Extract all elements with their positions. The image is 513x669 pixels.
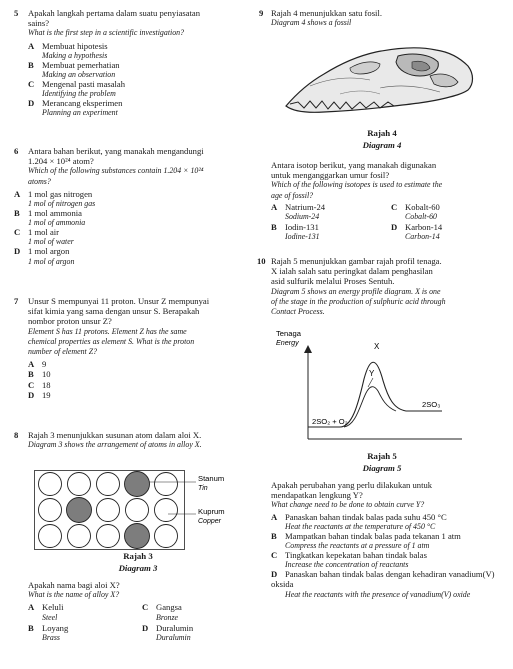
option-c[interactable] (28, 380, 250, 390)
option-letter: B (14, 208, 20, 219)
option-letter: A (271, 201, 278, 212)
option-c[interactable] (142, 602, 250, 621)
question-text: Apakah nama bagi aloi X? (28, 580, 120, 590)
option-text: Loyang (42, 622, 69, 633)
question-number: 7 (14, 296, 19, 306)
option-text: Mampatkan bahan tindak balas pada tekanan 1 atm (285, 530, 461, 541)
option-letter: B (271, 530, 277, 541)
option-b[interactable] (28, 60, 246, 79)
option-text-en: 1 mol of water (28, 237, 74, 247)
option-text: Panaskan bahan tindak balas dengan kehadiran vanadium(V) oksida (271, 569, 495, 590)
option-text-en: Sodium-24 (285, 212, 320, 222)
option-text-en: Steel (42, 612, 58, 622)
copper-atom (68, 525, 91, 548)
diagram-3-alloy (34, 470, 254, 550)
option-text-en: Making a hypothesis (42, 50, 108, 60)
question-number: 9 (259, 8, 264, 18)
copper-atom (126, 499, 149, 522)
curve-y (344, 387, 396, 427)
option-text: Kobalt-60 (405, 201, 440, 212)
option-text: Natrium-24 (285, 201, 326, 212)
option-letter: A (28, 602, 35, 613)
label-product: 2SO₃ (422, 400, 441, 409)
option-letter: D (28, 98, 35, 109)
copper-atom (39, 473, 62, 496)
option-letter: D (28, 389, 35, 400)
question-text-en: of the stage in the production of sulphuric acid through (271, 296, 446, 306)
option-text-en: 1 mol of ammonia (28, 218, 86, 228)
option-a[interactable] (28, 41, 246, 60)
question-text-en: What is the name of alloy X? (28, 590, 120, 600)
tin-atom (125, 472, 150, 497)
option-text-en: Making an observation (42, 70, 116, 80)
label-stanum: Stanum (198, 474, 225, 483)
question-text: Rajah 3 menunjukkan susunan atom dalam aloi X. (28, 430, 202, 440)
question-text: Rajah 5 menunjukkan gambar rajah profil tenaga. (271, 256, 442, 266)
question-number: 10 (257, 256, 266, 266)
diagram-5-caption-en: Diagram 5 (362, 463, 402, 473)
option-text-en: 1 mol of nitrogen gas (28, 199, 96, 209)
option-text-en: Carbon-14 (405, 232, 440, 242)
question-text-en: Diagram 3 shows the arrangement of atoms in alloy X. (28, 440, 202, 450)
copper-atom (68, 473, 91, 496)
option-text-en: Heat the reactants with the presence of vanadium(V) oxide (285, 589, 471, 599)
question-text: Apakah langkah pertama dalam suatu penyiasatan (28, 8, 201, 18)
question-number: 6 (14, 146, 19, 156)
copper-atom (155, 473, 178, 496)
question-text: nombor proton unsur Z? (28, 316, 112, 327)
option-text: 1 mol air (28, 227, 60, 238)
option-letter: A (271, 511, 278, 522)
label-x: X (374, 342, 380, 351)
question-text-en: number of element Z? (28, 347, 98, 357)
question-text: Unsur S mempunyai 11 proton. Unsur Z mempunyai (28, 296, 210, 306)
label-reactants: 2SO₂ + O₂ (312, 417, 348, 426)
copper-atom (97, 525, 120, 548)
atom-lattice (39, 472, 178, 549)
option-text-en: Planning an experiment (42, 108, 118, 118)
question-5 (14, 8, 246, 117)
question-text: Rajah 4 menunjukkan satu fosil. (271, 8, 382, 18)
question-9-ask (271, 160, 505, 241)
option-letter: C (271, 550, 278, 561)
option-text: Iodin-131 (285, 222, 319, 233)
question-text: sifat kimia yang sama dengan unsur S. Berapakah (28, 306, 200, 317)
option-text-en: Iodine-131 (285, 232, 320, 242)
option-text-en: Brass (42, 632, 60, 642)
option-d[interactable] (271, 569, 507, 598)
option-letter: C (28, 379, 35, 390)
question-text: X ialah salah satu peringkat dalam penghasilan (271, 266, 433, 277)
option-letter: D (14, 246, 21, 257)
option-letter: B (28, 59, 34, 70)
question-number: 5 (14, 8, 19, 18)
option-a[interactable] (271, 512, 507, 531)
option-text: Membuat hipotesis (42, 40, 108, 51)
copper-atom (39, 525, 62, 548)
option-d[interactable] (28, 98, 246, 117)
option-text: 1 mol argon (28, 246, 70, 257)
option-b[interactable] (28, 623, 136, 642)
question-9 (259, 8, 504, 28)
option-d[interactable] (142, 623, 250, 642)
question-text-en: Which of the following substances contain 1.204 × 10²⁴ (28, 166, 204, 176)
option-text: Karbon-14 (405, 222, 443, 233)
question-6 (14, 146, 246, 266)
option-c[interactable] (28, 79, 246, 98)
option-text: 1 mol ammonia (28, 208, 82, 219)
option-a[interactable] (271, 202, 385, 221)
option-letter: B (28, 369, 34, 380)
option-text: 9 (42, 359, 47, 370)
option-text: Membuat pemerhatian (42, 59, 120, 70)
option-d[interactable] (28, 390, 250, 400)
question-text-en: Element S has 11 protons. Element Z has the same (28, 326, 187, 336)
option-letter: A (28, 359, 35, 370)
pointer-line (368, 378, 373, 387)
option-b[interactable] (14, 208, 246, 227)
tin-atom (125, 524, 150, 549)
option-text: Panaskan bahan tindak balas pada suhu 450 °C (285, 511, 447, 522)
option-text: Mengenal pasti masalah (42, 79, 126, 90)
copper-atom (97, 473, 120, 496)
copper-atom (97, 499, 120, 522)
option-d[interactable] (391, 222, 505, 241)
label-tin: Tin (198, 485, 208, 492)
option-text: Merancang eksperimen (42, 98, 123, 109)
question-text-en: Diagram 4 shows a fossil (271, 18, 352, 28)
fossil-skull-illustration (280, 38, 480, 122)
diagram-4-caption-en: Diagram 4 (362, 140, 402, 150)
question-10 (257, 256, 506, 317)
option-b[interactable] (28, 369, 250, 379)
copper-atom (39, 499, 62, 522)
option-c[interactable] (271, 550, 507, 569)
question-text: mendapatkan lengkung Y? (271, 490, 363, 501)
question-text-en: Contact Process. (271, 307, 325, 317)
option-a[interactable] (28, 602, 136, 621)
option-a[interactable] (28, 359, 250, 369)
option-letter: B (271, 222, 277, 233)
option-text: 19 (42, 389, 51, 400)
option-letter: D (142, 622, 149, 633)
copper-atom (155, 499, 178, 522)
option-text-en: Compress the reactants at a pressure of 1 atm (285, 541, 430, 551)
option-text: Keluli (42, 602, 64, 613)
question-8 (14, 430, 250, 450)
question-text-en: Diagram 5 shows an energy profile diagram. X is one (271, 286, 441, 296)
question-10-ask (271, 480, 507, 599)
diagram-3-caption-en: Diagram 3 (118, 563, 158, 573)
option-b[interactable] (271, 531, 507, 550)
question-8-ask (28, 580, 250, 642)
diagram-5-caption: Rajah 5 (367, 451, 397, 461)
tin-atom (67, 498, 92, 523)
label-kuprum: Kuprum (198, 507, 225, 516)
question-text-en: atoms? (28, 176, 51, 186)
option-text: Duralumin (156, 622, 194, 633)
option-text: 10 (42, 369, 51, 380)
option-text-en: Duralumin (156, 632, 191, 642)
option-text-en: 1 mol of argon (28, 256, 75, 266)
option-letter: D (271, 569, 278, 580)
question-text: untuk menganggarkan umur fosil? (271, 170, 390, 181)
question-text: asid sulfurik melalui Proses Sentuh. (271, 276, 395, 287)
label-y: Y (369, 369, 375, 378)
question-text: 1.204 × 10²⁴ atom? (28, 156, 94, 167)
axis-label-tenaga: Tenaga (276, 329, 301, 338)
copper-atom (155, 525, 178, 548)
label-copper: Copper (198, 518, 221, 525)
option-letter: A (28, 40, 35, 51)
option-text-en: Heat the reactants at the temperature of 450 °C (285, 521, 436, 531)
question-text: Antara isotop berikut, yang manakah digunakan (271, 160, 437, 170)
axis-label-energy: Energy (276, 338, 299, 347)
option-b[interactable] (271, 222, 385, 241)
question-text-en: What change need to be done to obtain curve Y? (271, 500, 425, 510)
option-letter: C (14, 227, 21, 238)
question-text-en: chemical properties as element S. What is the proton (28, 336, 195, 346)
option-letter: C (142, 602, 149, 613)
option-text: Tingkatkan kepekatan bahan tindak balas (285, 550, 427, 561)
option-c[interactable] (391, 202, 505, 221)
option-letter: B (28, 622, 34, 633)
energy-profile-diagram (272, 327, 496, 445)
option-c[interactable] (14, 227, 246, 246)
option-text: 18 (42, 379, 51, 390)
option-text-en: Increase the concentration of reactants (285, 560, 409, 570)
question-7 (14, 296, 250, 400)
option-letter: D (391, 222, 398, 233)
option-d[interactable] (14, 246, 246, 265)
option-letter: C (391, 201, 398, 212)
question-text-en: What is the first step in a scientific investigation? (28, 28, 185, 38)
axis-arrowhead (304, 345, 312, 353)
option-text-en: Cobalt-60 (405, 212, 438, 222)
option-text: Gangsa (156, 602, 182, 613)
question-text: sains? (28, 18, 50, 29)
option-letter: A (14, 188, 21, 199)
question-text-en: age of fossil? (271, 190, 314, 200)
question-text: Apakah perubahan yang perlu dilakukan untuk (271, 480, 433, 490)
option-text: 1 mol gas nitrogen (28, 188, 93, 199)
option-text-en: Bronze (156, 612, 179, 622)
question-number: 8 (14, 430, 19, 440)
diagram-3-caption: Rajah 3 (123, 551, 153, 561)
option-letter: C (28, 79, 35, 90)
question-text: Antara bahan berikut, yang manakah mengandungi (28, 146, 204, 156)
option-a[interactable] (14, 189, 246, 208)
option-text-en: Identifying the problem (42, 89, 116, 99)
question-text-en: Which of the following isotopes is used to estimate the (271, 180, 443, 190)
diagram-4-caption: Rajah 4 (367, 128, 397, 138)
